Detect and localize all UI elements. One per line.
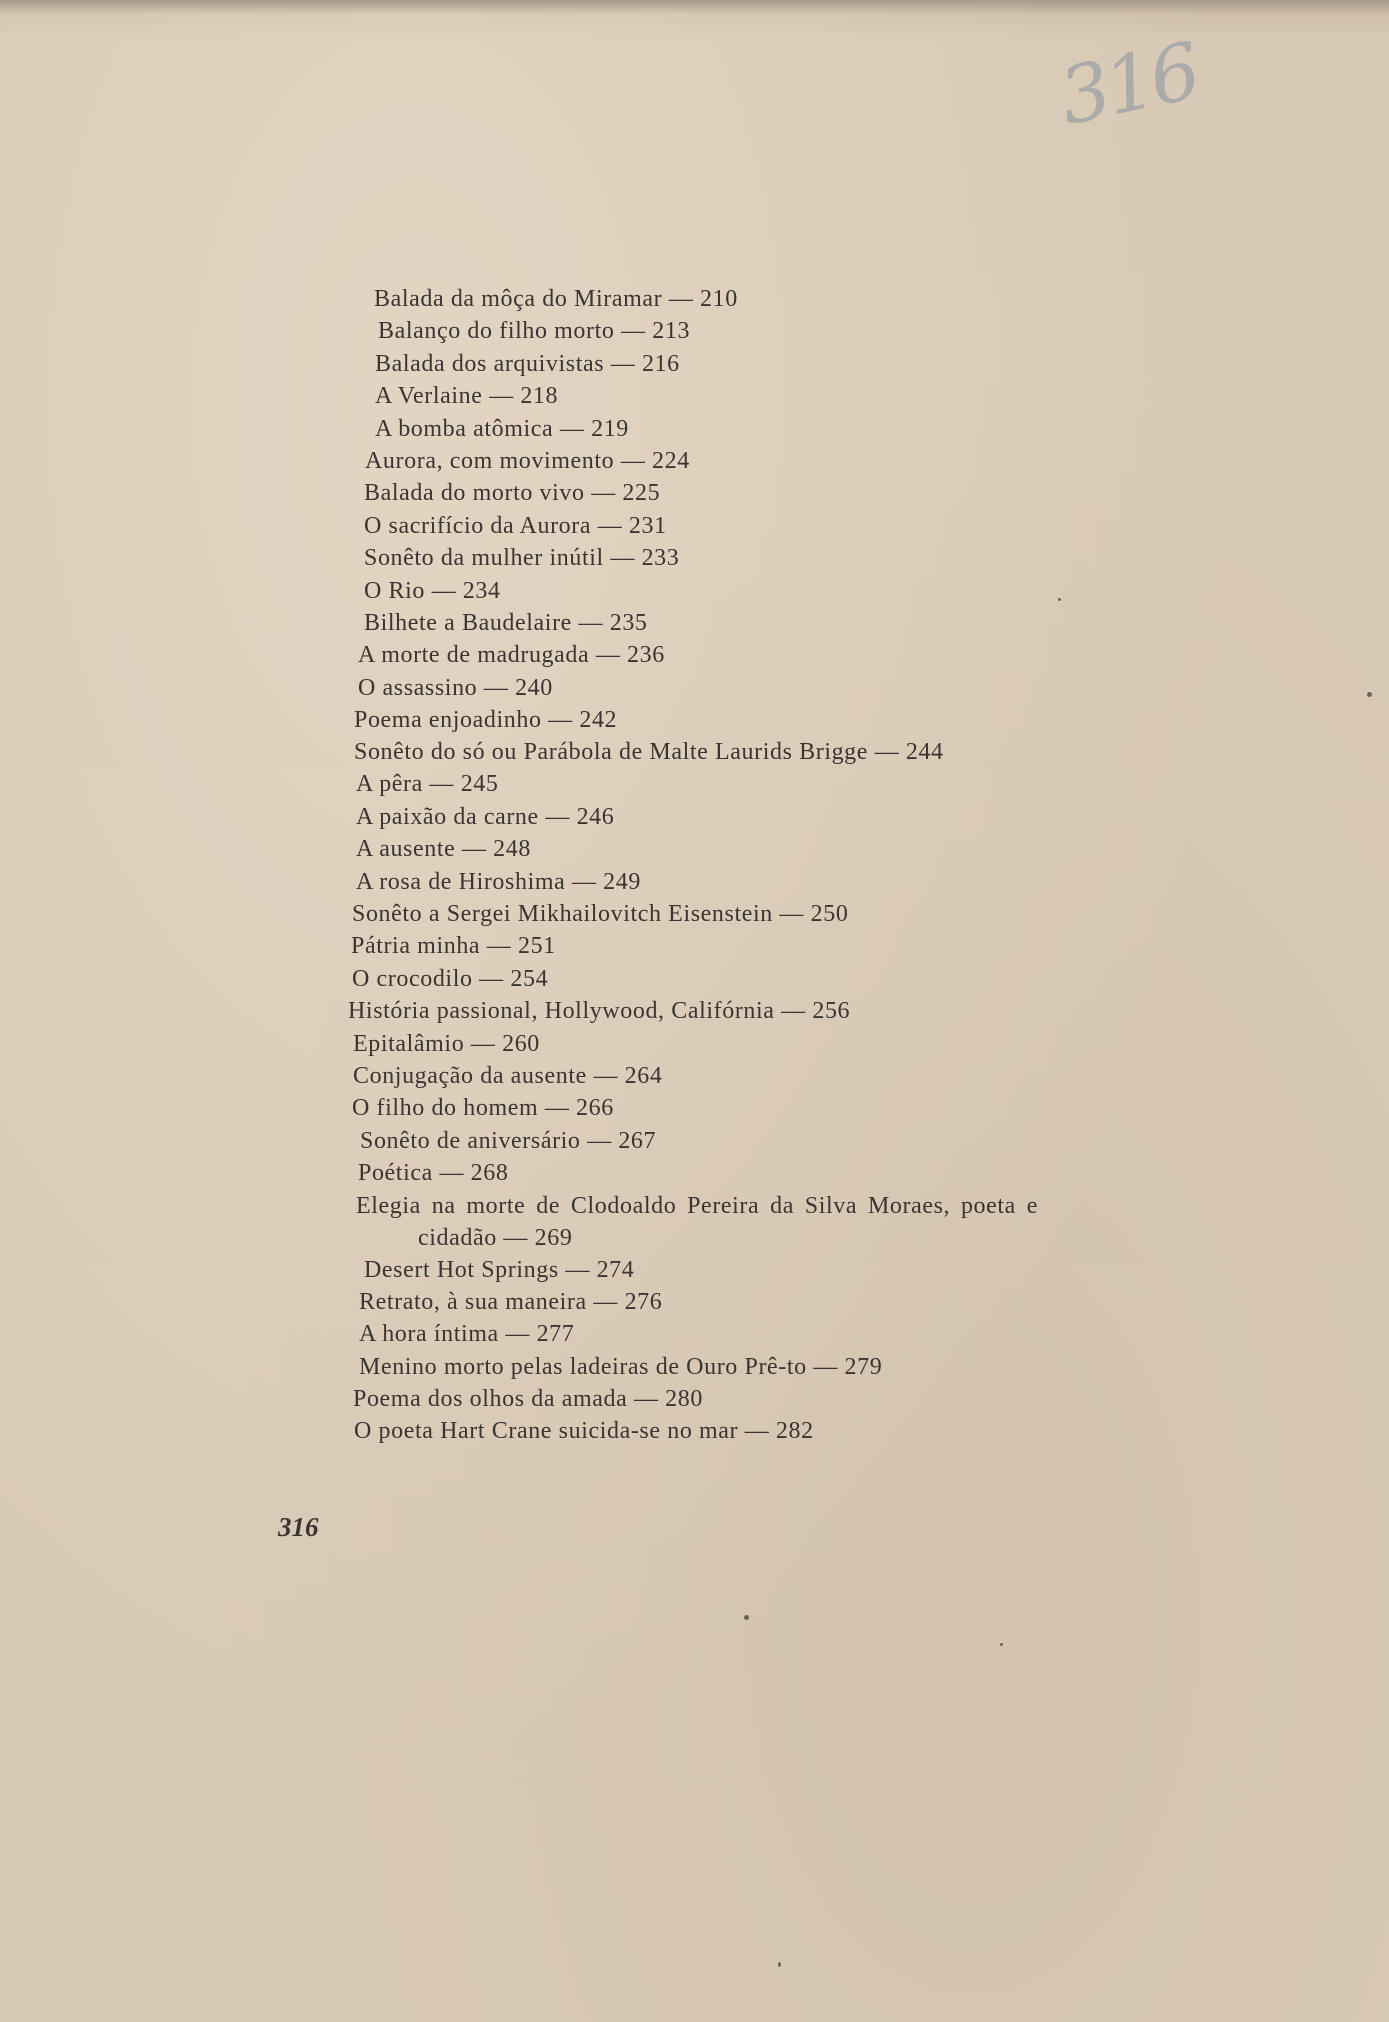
table-of-contents (348, 283, 1038, 1448)
toc-entry: A paixão da carne — 246 (356, 803, 615, 830)
toc-entry: Poética — 268 (358, 1160, 509, 1187)
toc-entry: Balada do morto vivo — 225 (364, 480, 661, 507)
toc-entry: O filho do homem — 266 (352, 1095, 614, 1122)
paper-top-edge (0, 0, 1389, 14)
toc-entry: A Verlaine — 218 (375, 383, 559, 410)
handwritten-page-number: 316 (1052, 26, 1205, 144)
toc-entry: Conjugação da ausente — 264 (353, 1062, 663, 1089)
toc-entry: Pátria minha — 251 (351, 933, 556, 960)
toc-entry: Poema enjoadinho — 242 (354, 707, 618, 734)
toc-entry: A morte de madrugada — 236 (358, 642, 665, 669)
toc-entry: A pêra — 245 (356, 771, 499, 798)
toc-entry: Retrato, à sua maneira — 276 (359, 1288, 663, 1315)
paper-speck (1058, 598, 1061, 601)
toc-entry: Sonêto do só ou Parábola de Malte Laurids Brigge — 244 (354, 739, 944, 766)
toc-entry: Sonêto a Sergei Mikhailovitch Eisenstein — 250 (352, 901, 849, 928)
toc-entry: Balada da môça do Miramar — 210 (374, 286, 738, 312)
toc-entry: Sonêto de aniversário — 267 (360, 1127, 657, 1154)
toc-entry: Menino morto pelas ladeiras de Ouro Prê-to — 279 (359, 1353, 883, 1380)
toc-entry: A ausente — 248 (356, 836, 531, 863)
paper-speck (744, 1615, 749, 1620)
toc-entry: Desert Hot Springs — 274 (364, 1256, 635, 1283)
toc-entry: Sonêto da mulher inútil — 233 (364, 545, 680, 572)
toc-entry: A bomba atômica — 219 (375, 415, 629, 442)
toc-entry: Aurora, com movimento — 224 (365, 447, 690, 474)
toc-entry: O poeta Hart Crane suicida-se no mar — 282 (354, 1418, 814, 1445)
toc-entry: Poema dos olhos da amada — 280 (353, 1385, 703, 1412)
toc-entry: Elegia na morte de Clodoaldo Pereira da Silva Moraes, poeta e cidadão — 269 (356, 1192, 1038, 1251)
toc-entry: O assassino — 240 (358, 674, 553, 701)
paper-speck (1367, 692, 1372, 697)
toc-entry: Bilhete a Baudelaire — 235 (364, 609, 648, 636)
toc-entry: História passional, Hollywood, Califórnia — 256 (348, 998, 851, 1025)
toc-entry: Epitalâmio — 260 (353, 1030, 540, 1057)
toc-entry: A rosa de Hiroshima — 249 (356, 868, 641, 895)
toc-entry: O crocodilo — 254 (352, 965, 549, 992)
toc-entry: A hora íntima — 277 (359, 1321, 575, 1348)
toc-entry: Balada dos arquivistas — 216 (375, 350, 680, 377)
paper-speck (1000, 1643, 1003, 1646)
printed-page-number: 316 (278, 1512, 319, 1542)
toc-entry: O sacrifício da Aurora — 231 (364, 512, 667, 539)
paper-speck (778, 1962, 781, 1967)
toc-entry: Balanço do filho morto — 213 (378, 318, 691, 345)
toc-entry: O Rio — 234 (364, 577, 501, 604)
